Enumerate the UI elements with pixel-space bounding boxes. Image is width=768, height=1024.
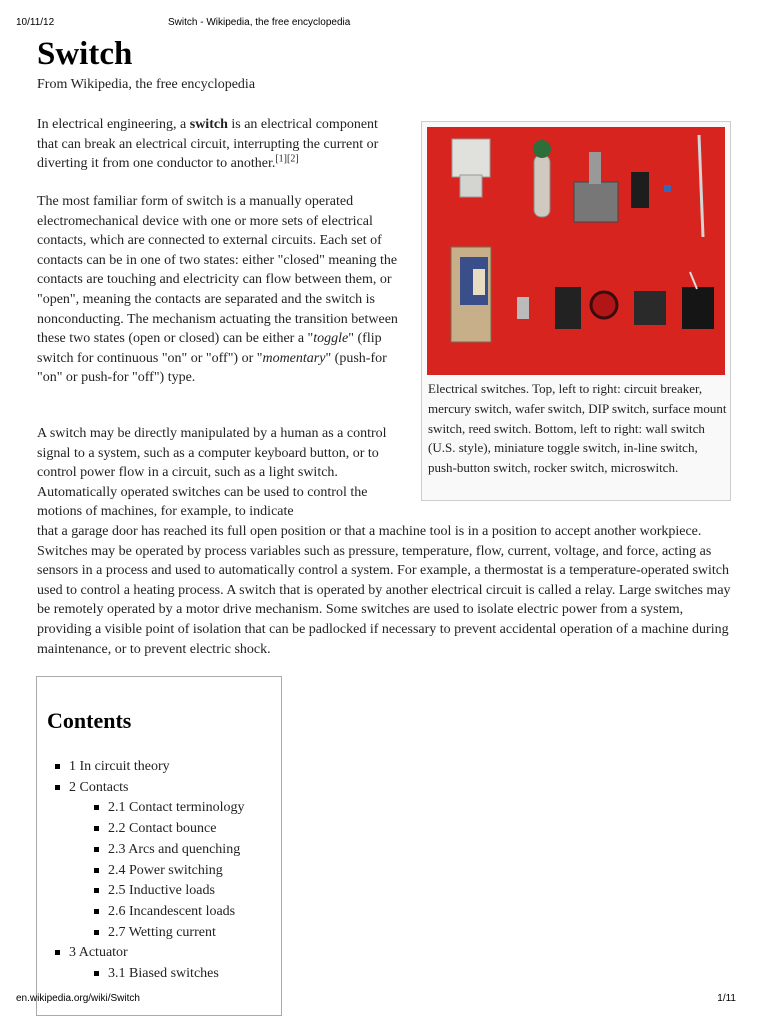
toc-link[interactable]: 1 In circuit theory	[69, 759, 170, 774]
toc-list	[69, 757, 244, 985]
article-title: Switch	[37, 36, 133, 72]
toc-subitem[interactable]	[108, 881, 244, 902]
text-span: is an electrical component that can break an electrical circuit, interrupting the current or diverting it from one conductor to another.	[37, 117, 379, 172]
toc-subitem[interactable]	[108, 798, 244, 819]
toc-link[interactable]: 2.6 Incandescent loads	[108, 903, 236, 919]
toc-link[interactable]: 2.4 Power switching	[108, 862, 223, 878]
text-span: In electrical engineering, a	[37, 117, 190, 132]
print-page-number: 1/11	[717, 993, 736, 1004]
table-of-contents	[36, 676, 282, 1016]
toc-link[interactable]: 3 Actuator	[69, 945, 128, 961]
figure-thumbnail	[421, 121, 731, 501]
toc-link[interactable]: 2.3 Arcs and quenching	[108, 841, 241, 857]
paragraph-manipulation-cont: that a garage door has reached its full open position or that a machine tool is in a position to accept another workpiece. Switches may be operated by process variables such as pressure, temperature, flow, current, voltage, and force, acting as sensors in a process and used to automatically control a system. For example, a thermostat is a temperature-operated switch used to control a heating process. A switch that is operated by another electrical circuit is called a relay. Large switches may be remotely operated by a motor drive mechanism. Some switches are used to isolate electric power from a system, providing a visible point of isolation that can be padlocked if necessary to prevent accidental operation of a machine during maintenance, or to prevent electric shock.	[37, 524, 731, 657]
print-footer	[16, 993, 736, 1007]
text-span: " (flip switch for continuous "on" or "off") or "	[37, 331, 382, 366]
text-span: The most familiar form of switch is a manually operated electromechanical device with one or more sets of electrical contacts, which are connected to external circuits. Each set of contacts can be in one of two states: either "closed" meaning the contacts are touching and electricity can flow between them, or "open", meaning the contacts are separated and the switch is nonconducting. The mechanism actuating the transition between these two states (open or closed) can be either a "	[37, 194, 398, 347]
toc-subitem[interactable]	[108, 923, 244, 944]
text-span: " (push-for "on" or push-for "off") type.	[37, 350, 387, 386]
switches-photo[interactable]	[427, 127, 725, 375]
toc-link[interactable]: 2.2 Contact bounce	[108, 821, 217, 837]
toc-sublist	[108, 798, 244, 943]
toc-subitem[interactable]	[108, 902, 244, 923]
toc-subitem[interactable]	[108, 861, 244, 882]
reference-link[interactable]: [1][2]	[275, 153, 299, 165]
toc-item[interactable]	[69, 778, 244, 944]
toc-title: Contents	[47, 708, 132, 733]
figure-caption: Electrical switches. Top, left to right: circuit breaker, mercury switch, wafer switch, DIP switch, surface mount switch, reed switch. Bottom, left to right: wall switch (U.S. style), miniature toggle switch, in-line switch, push-button switch, rocker switch, microswitch.	[428, 381, 727, 476]
toc-subitem[interactable]	[108, 964, 244, 985]
toc-link[interactable]: 2 Contacts	[69, 779, 129, 795]
print-date: 10/11/12	[16, 17, 55, 28]
toc-item[interactable]	[69, 757, 244, 778]
term-switch: switch	[189, 117, 228, 132]
article-subtitle: From Wikipedia, the free encyclopedia	[37, 77, 256, 92]
toc-sublist	[108, 964, 244, 985]
print-header	[16, 17, 752, 31]
paragraph-familiar-form	[37, 192, 402, 388]
toc-link[interactable]: 2.5 Inductive loads	[108, 883, 215, 899]
paragraph-intro	[37, 115, 402, 174]
toc-item[interactable]	[69, 943, 244, 984]
toc-subitem[interactable]	[108, 840, 244, 861]
print-page-title: Switch - Wikipedia, the free encyclopedia	[168, 17, 351, 28]
toc-subitem[interactable]	[108, 819, 244, 840]
term-toggle: toggle	[313, 331, 349, 347]
toc-link[interactable]: 2.1 Contact terminology	[108, 800, 245, 816]
print-url: en.wikipedia.org/wiki/Switch	[16, 993, 140, 1004]
toc-link[interactable]: 3.1 Biased switches	[108, 966, 219, 982]
term-momentary: momentary	[262, 350, 326, 366]
toc-link[interactable]: 2.7 Wetting current	[108, 924, 216, 940]
paragraph-manipulation: A switch may be directly manipulated by a human as a control signal to a system, such as a computer keyboard button, or to control power flow in a circuit, such as a light switch. Automatically operated switches can be used to control the motions of machines, for example, to indicate	[37, 426, 387, 520]
